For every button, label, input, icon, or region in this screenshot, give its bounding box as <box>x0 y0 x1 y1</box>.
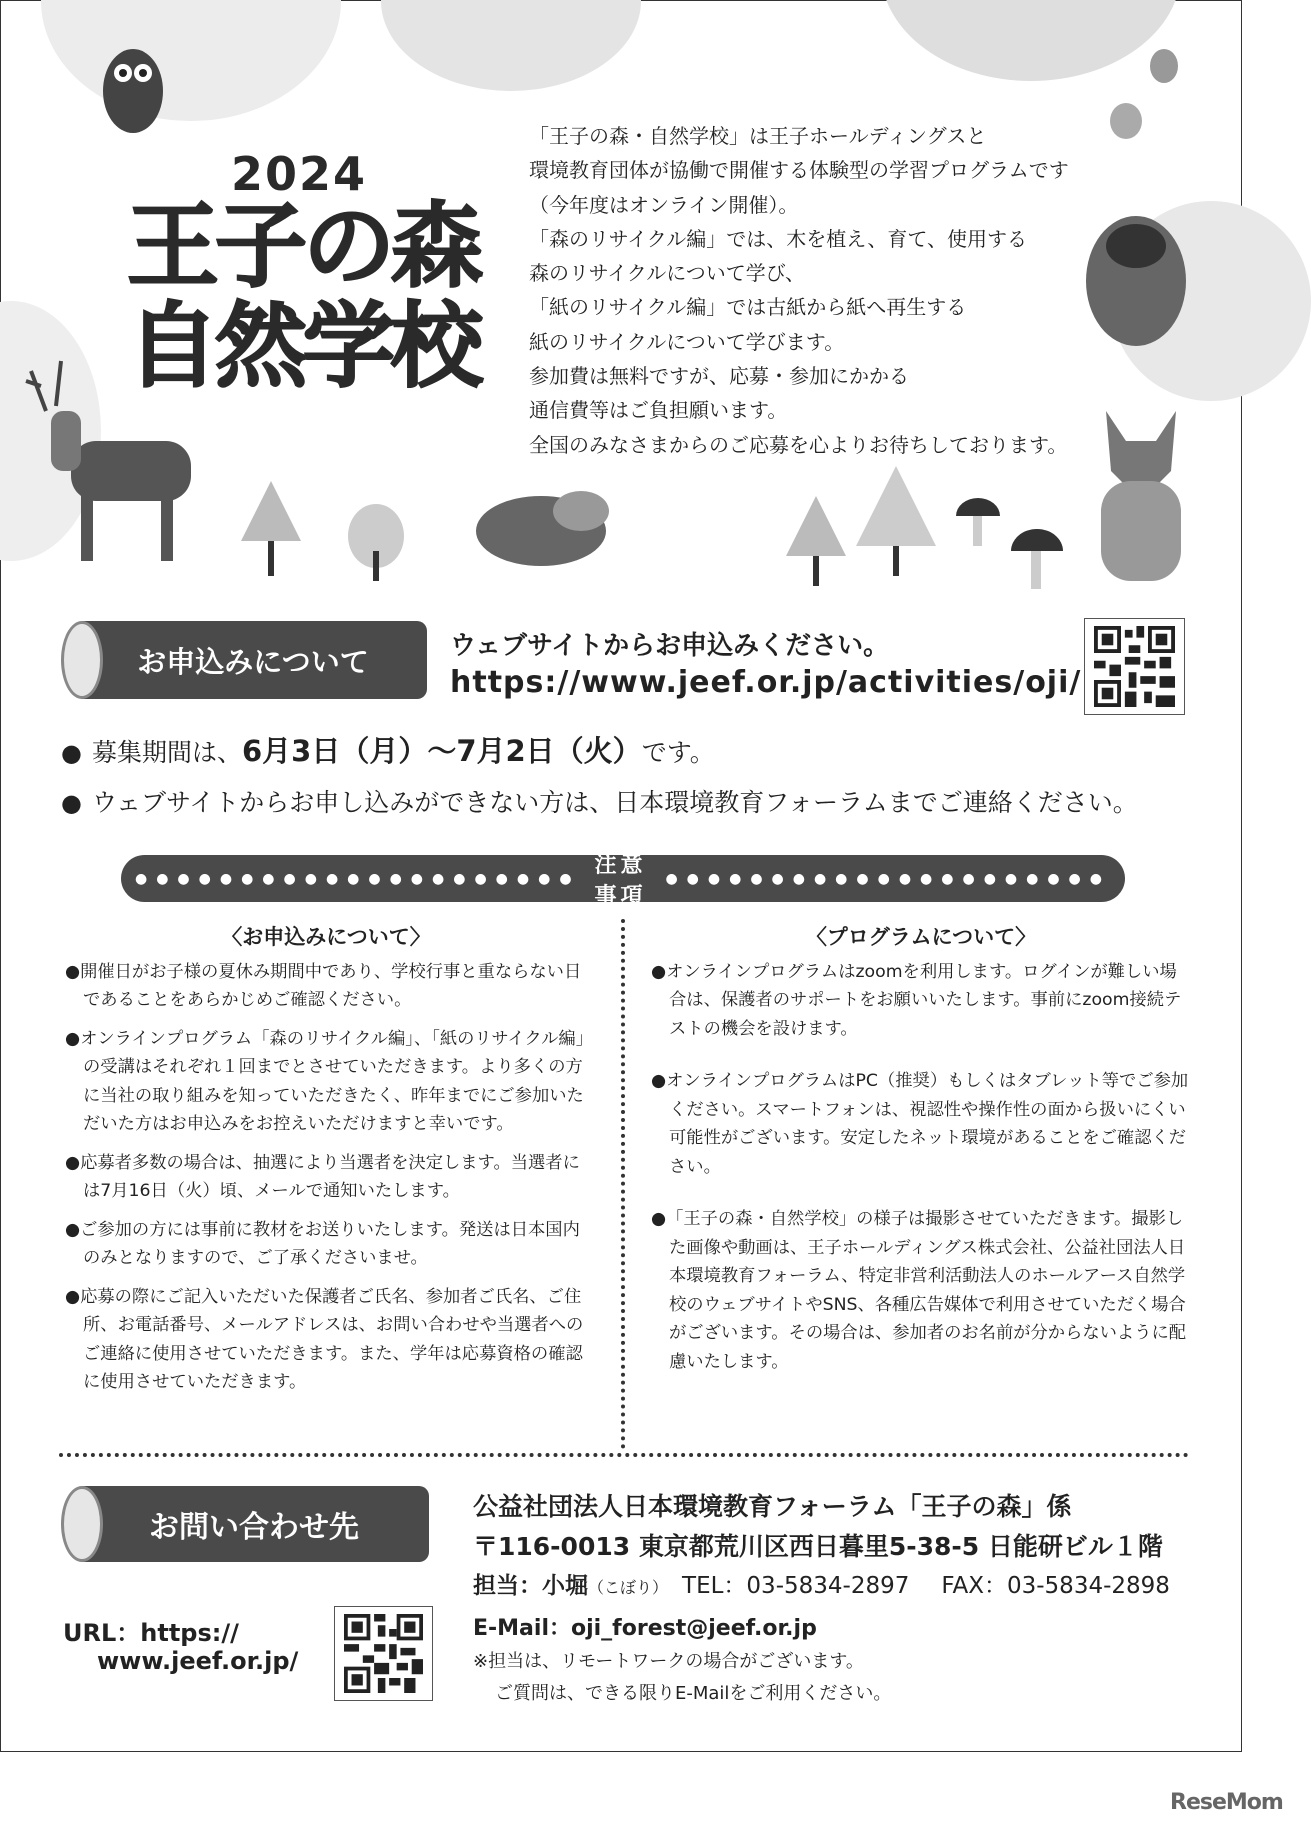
mushroom-icon <box>1011 529 1063 589</box>
contact-fax: FAX：03-5834-2898 <box>941 1573 1170 1599</box>
apply-label-text: お申込みについて <box>137 644 369 679</box>
intro-line: 「森のリサイクル編」では、木を植え、育て、使用する <box>529 226 1027 251</box>
intro-line: 通信費等はご負担願います。 <box>529 398 788 423</box>
resemom-logo: ReseMom <box>1170 1790 1283 1815</box>
notice-item: ●応募の際にご記入いただいた保護者ご氏名、参加者ご氏名、ご住所、お電話番号、メールアドレスは、お問い合わせや当選者へのご連絡に使用させていただきます。また、学年は応募資格の確認に使用させていただきます。 <box>65 1286 584 1392</box>
intro-text <box>529 119 1069 462</box>
title-year: 2024 <box>231 147 368 201</box>
dots-decoration: ●●●●●●●●●●●●●●●●●●●●● <box>135 870 581 887</box>
intro-line: 紙のリサイクルについて学びます。 <box>529 329 845 354</box>
contact-url-line-1[interactable]: URL：https:// <box>63 1619 239 1647</box>
period-suffix: です。 <box>641 738 715 767</box>
contact-note-1: ※担当は、リモートワークの場合がございます。 <box>473 1651 864 1672</box>
tree-icon <box>348 504 404 581</box>
intro-line: 森のリサイクルについて学び、 <box>529 261 805 286</box>
intro-line: （今年度はオンライン開催）。 <box>529 192 799 217</box>
apply-section-label <box>79 621 427 699</box>
notice-item: ●開催日がお子様の夏休み期間中であり、学校行事と重ならない日であることをあらかじめご確認ください。 <box>65 961 582 1010</box>
notice-right-column <box>651 923 1191 1386</box>
contact-note-2: ご質問は、できる限りE-Mailをご利用ください。 <box>495 1683 892 1704</box>
notice-item: ●オンラインプログラムはPC（推奨）もしくはタブレット等でご参加ください。スマートフォンは、視認性や操作性の面から扱いにくい可能性がございます。安定したネット環境があることをご確認ください。 <box>651 1071 1189 1177</box>
contact-person-line <box>473 1567 1170 1600</box>
contact-qr-code[interactable] <box>334 1606 433 1701</box>
notice-left-column <box>65 923 587 1407</box>
contact-email[interactable]: E-Mail：oji_forest@jeef.or.jp <box>473 1616 817 1641</box>
right-heading: 〈プログラムについて〉 <box>805 925 1037 949</box>
notice-item: ●オンラインプログラムはzoomを利用します。ログインが難しい場合は、保護者のサポートをお願いいたします。事前にzoom接続テストの機会を設けます。 <box>651 961 1182 1039</box>
apply-heading: ウェブサイトからお申込みください。 <box>450 631 890 661</box>
contact-tel[interactable]: TEL：03-5834-2897 <box>682 1573 910 1599</box>
notice-item: ●オンラインプログラム「森のリサイクル編」、「紙のリサイクル編」の受講はそれぞれ１回までとさせていただきます。より多くの方に当社の取り組みを知っていただきたく、昨年までにご参加いただいた方はお申込みをお控えいただけますと幸いです。 <box>65 1028 585 1134</box>
bullet-icon: ● <box>61 739 82 767</box>
title-line-1: 王子の森 <box>127 193 480 300</box>
dots-decoration: ●●●●●●●●●●●●●●●●●●●●● <box>665 870 1111 887</box>
contact-person-kana: （こぼり） <box>588 1578 669 1597</box>
contact-org: 公益社団法人日本環境教育フォーラム「王子の森」係 <box>473 1492 1072 1521</box>
intro-line: 環境教育団体が協働で開催する体験型の学習プログラムです <box>529 158 1069 183</box>
tree-icon <box>241 481 301 576</box>
tree-icon <box>856 466 936 576</box>
contact-label-text: お問い合わせ先 <box>149 1510 359 1545</box>
contact-section-label <box>79 1486 429 1562</box>
period-prefix: 募集期間は、 <box>91 738 242 767</box>
contact-url-line-2[interactable]: www.jeef.or.jp/ <box>97 1647 299 1675</box>
period-line <box>61 729 715 770</box>
mushroom-icon <box>956 498 1000 546</box>
qr-code-icon <box>342 1614 425 1693</box>
title-line-2: 自然学校 <box>127 293 480 400</box>
intro-line: 「紙のリサイクル編」では古紙から紙へ再生する <box>529 295 967 320</box>
owl-icon <box>103 49 163 133</box>
tree-icon <box>786 496 846 586</box>
raccoon-icon <box>1086 216 1186 346</box>
fox-icon <box>1101 411 1181 581</box>
left-heading: 〈お申込みについて〉 <box>221 925 431 949</box>
notice-title: 注意事項 <box>594 852 647 909</box>
bullet-icon: ● <box>61 789 82 817</box>
apply-note-line <box>61 783 1138 819</box>
column-divider <box>621 919 625 1449</box>
section-divider <box>59 1453 1189 1457</box>
notice-item: ●ご参加の方には事前に教材をお送りいたします。発送は日本国内のみとなりますので、ご了承くださいませ。 <box>65 1219 580 1268</box>
badger-icon <box>476 491 609 566</box>
apply-note: ウェブサイトからお申し込みができない方は、日本環境教育フォーラムまでご連絡ください。 <box>91 788 1138 817</box>
contact-person: 担当：小堀 <box>473 1573 588 1599</box>
apply-url-link[interactable]: https://www.jeef.or.jp/activities/oji/ <box>450 665 1082 700</box>
intro-line: 「王子の森・自然学校」は王子ホールディングスと <box>529 124 987 148</box>
qr-code-icon <box>1092 626 1177 707</box>
notice-bar <box>121 852 1125 909</box>
contact-address: 〒116-0013 東京都荒川区西日暮里5-38-5 日能研ビル１階 <box>473 1532 1163 1561</box>
notice-item: ●「王子の森・自然学校」の様子は撮影させていただきます。撮影した画像や動画は、王子ホールディングス株式会社、公益社団法人日本環境教育フォーラム、特定非営利活動法人のホールアース自然学校のウェブサイトやSNS、各種広告媒体で利用させていただく場合がございます。その場合は、参加者のお名前が分からないように配慮いたします。 <box>651 1209 1187 1372</box>
period-dates: 6月3日（月）〜7月2日（火） <box>241 734 642 768</box>
acorn-icon <box>1110 49 1178 139</box>
notice-item: ●応募者多数の場合は、抽選により当選者を決定します。当選者には7月16日（火）頃、メールで通知いたします。 <box>65 1152 580 1201</box>
apply-qr-code[interactable] <box>1084 618 1185 715</box>
intro-line: 全国のみなさまからのご応募を心よりお待ちしております。 <box>529 432 1068 457</box>
intro-line: 参加費は無料ですが、応募・参加にかかる <box>529 364 909 389</box>
